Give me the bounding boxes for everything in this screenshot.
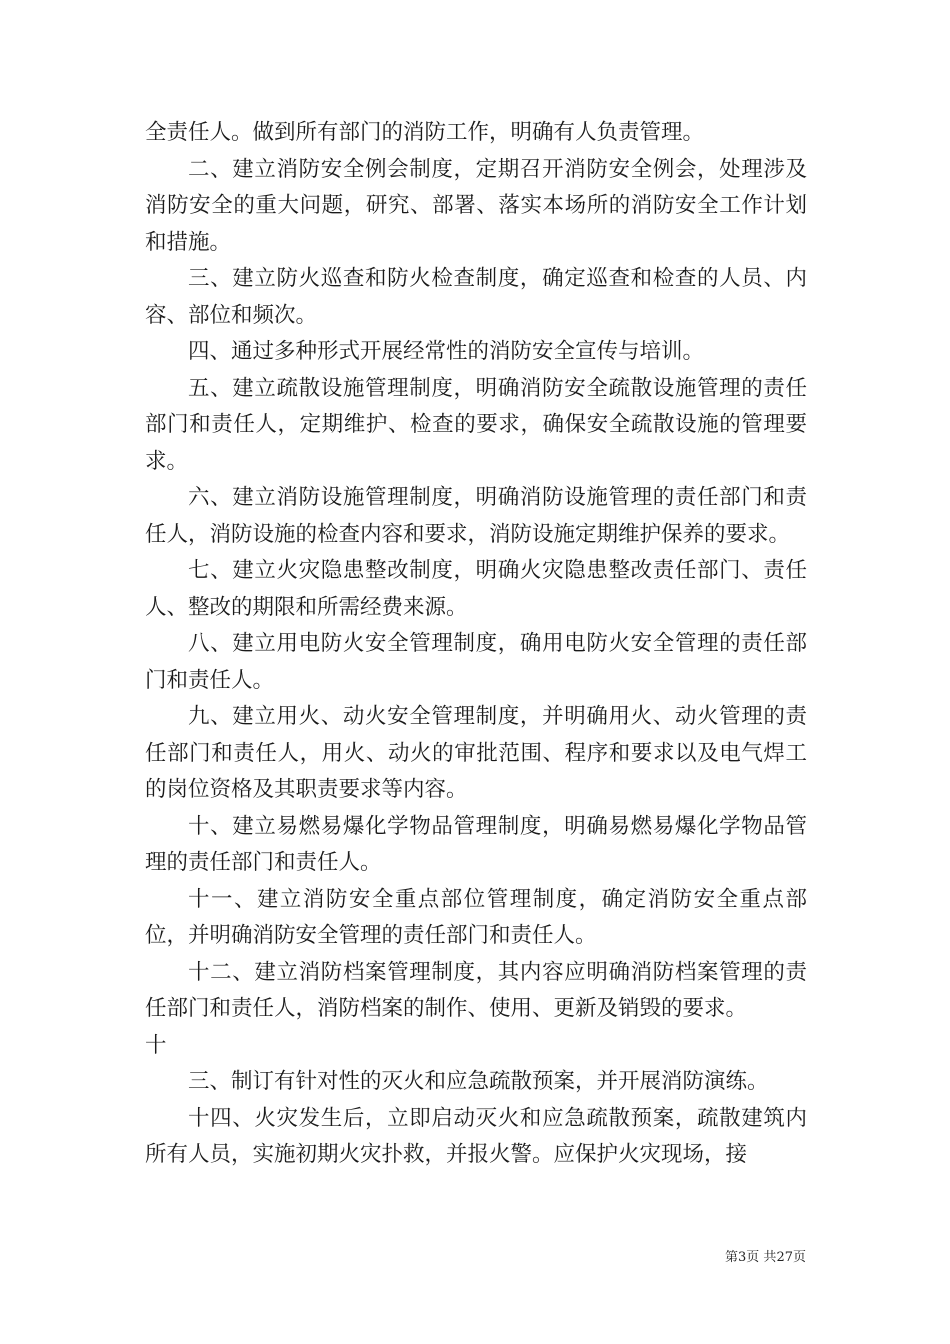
paragraph-13: 十 <box>145 1032 167 1058</box>
paragraph-10: 十、建立易燃易爆化学物品管理制度，明确易燃易爆化学物品管理的责任部门和责任人。 <box>145 813 807 875</box>
paragraph-7: 七、建立火灾隐患整改制度，明确火灾隐患整改责任部门、责任人、整改的期限和所需经费来源。 <box>145 558 807 620</box>
footer-middle: 页 共 <box>746 1250 777 1265</box>
paragraph-8: 八、建立用电防火安全管理制度，确用电防火安全管理的责任部门和责任人。 <box>145 631 807 693</box>
footer-current-page: 3 <box>738 1250 747 1265</box>
paragraph-9: 九、建立用火、动火安全管理制度，并明确用火、动火管理的责任部门和责任人，用火、动火的审批范围、程序和要求以及电气焊工的岗位资格及其职责要求等内容。 <box>145 704 807 802</box>
footer-total-pages: 27 <box>776 1250 793 1265</box>
paragraph-2: 二、建立消防安全例会制度，定期召开消防安全例会，处理涉及消防安全的重大问题，研究、部署、落实本场所的消防安全工作计划和措施。 <box>145 156 807 255</box>
paragraph-15: 十四、火灾发生后，立即启动灭火和应急疏散预案，疏散建筑内所有人员，实施初期火灾扑救，并报火警。应保护火灾现场，接 <box>145 1105 807 1167</box>
footer-suffix: 页 <box>792 1250 806 1265</box>
paragraph-1: 全责任人。做到所有部门的消防工作，明确有人负责管理。 <box>145 120 705 145</box>
paragraph-12: 十二、建立消防档案管理制度，其内容应明确消防档案管理的责任部门和责任人，消防档案的制作、使用、更新及销毁的要求。 <box>145 959 807 1021</box>
document-body <box>145 115 807 1174</box>
paragraph-3: 三、建立防火巡查和防火检查制度，确定巡查和检查的人员、内容、部位和频次。 <box>145 266 807 328</box>
page-footer <box>0 1250 806 1266</box>
footer-prefix: 第 <box>725 1250 739 1265</box>
paragraph-5: 五、建立疏散设施管理制度，明确消防安全疏散设施管理的责任部门和责任人，定期维护、检查的要求，确保安全疏散设施的管理要求。 <box>145 375 807 474</box>
paragraph-6: 六、建立消防设施管理制度，明确消防设施管理的责任部门和责任人，消防设施的检查内容和要求，消防设施定期维护保养的要求。 <box>145 485 807 547</box>
paragraph-14: 三、制订有针对性的灭火和应急疏散预案，并开展消防演练。 <box>188 1069 769 1094</box>
paragraph-11: 十一、建立消防安全重点部位管理制度，确定消防安全重点部位，并明确消防安全管理的责任部门和责任人。 <box>145 886 807 948</box>
paragraph-4: 四、通过多种形式开展经常性的消防安全宣传与培训。 <box>188 339 705 364</box>
